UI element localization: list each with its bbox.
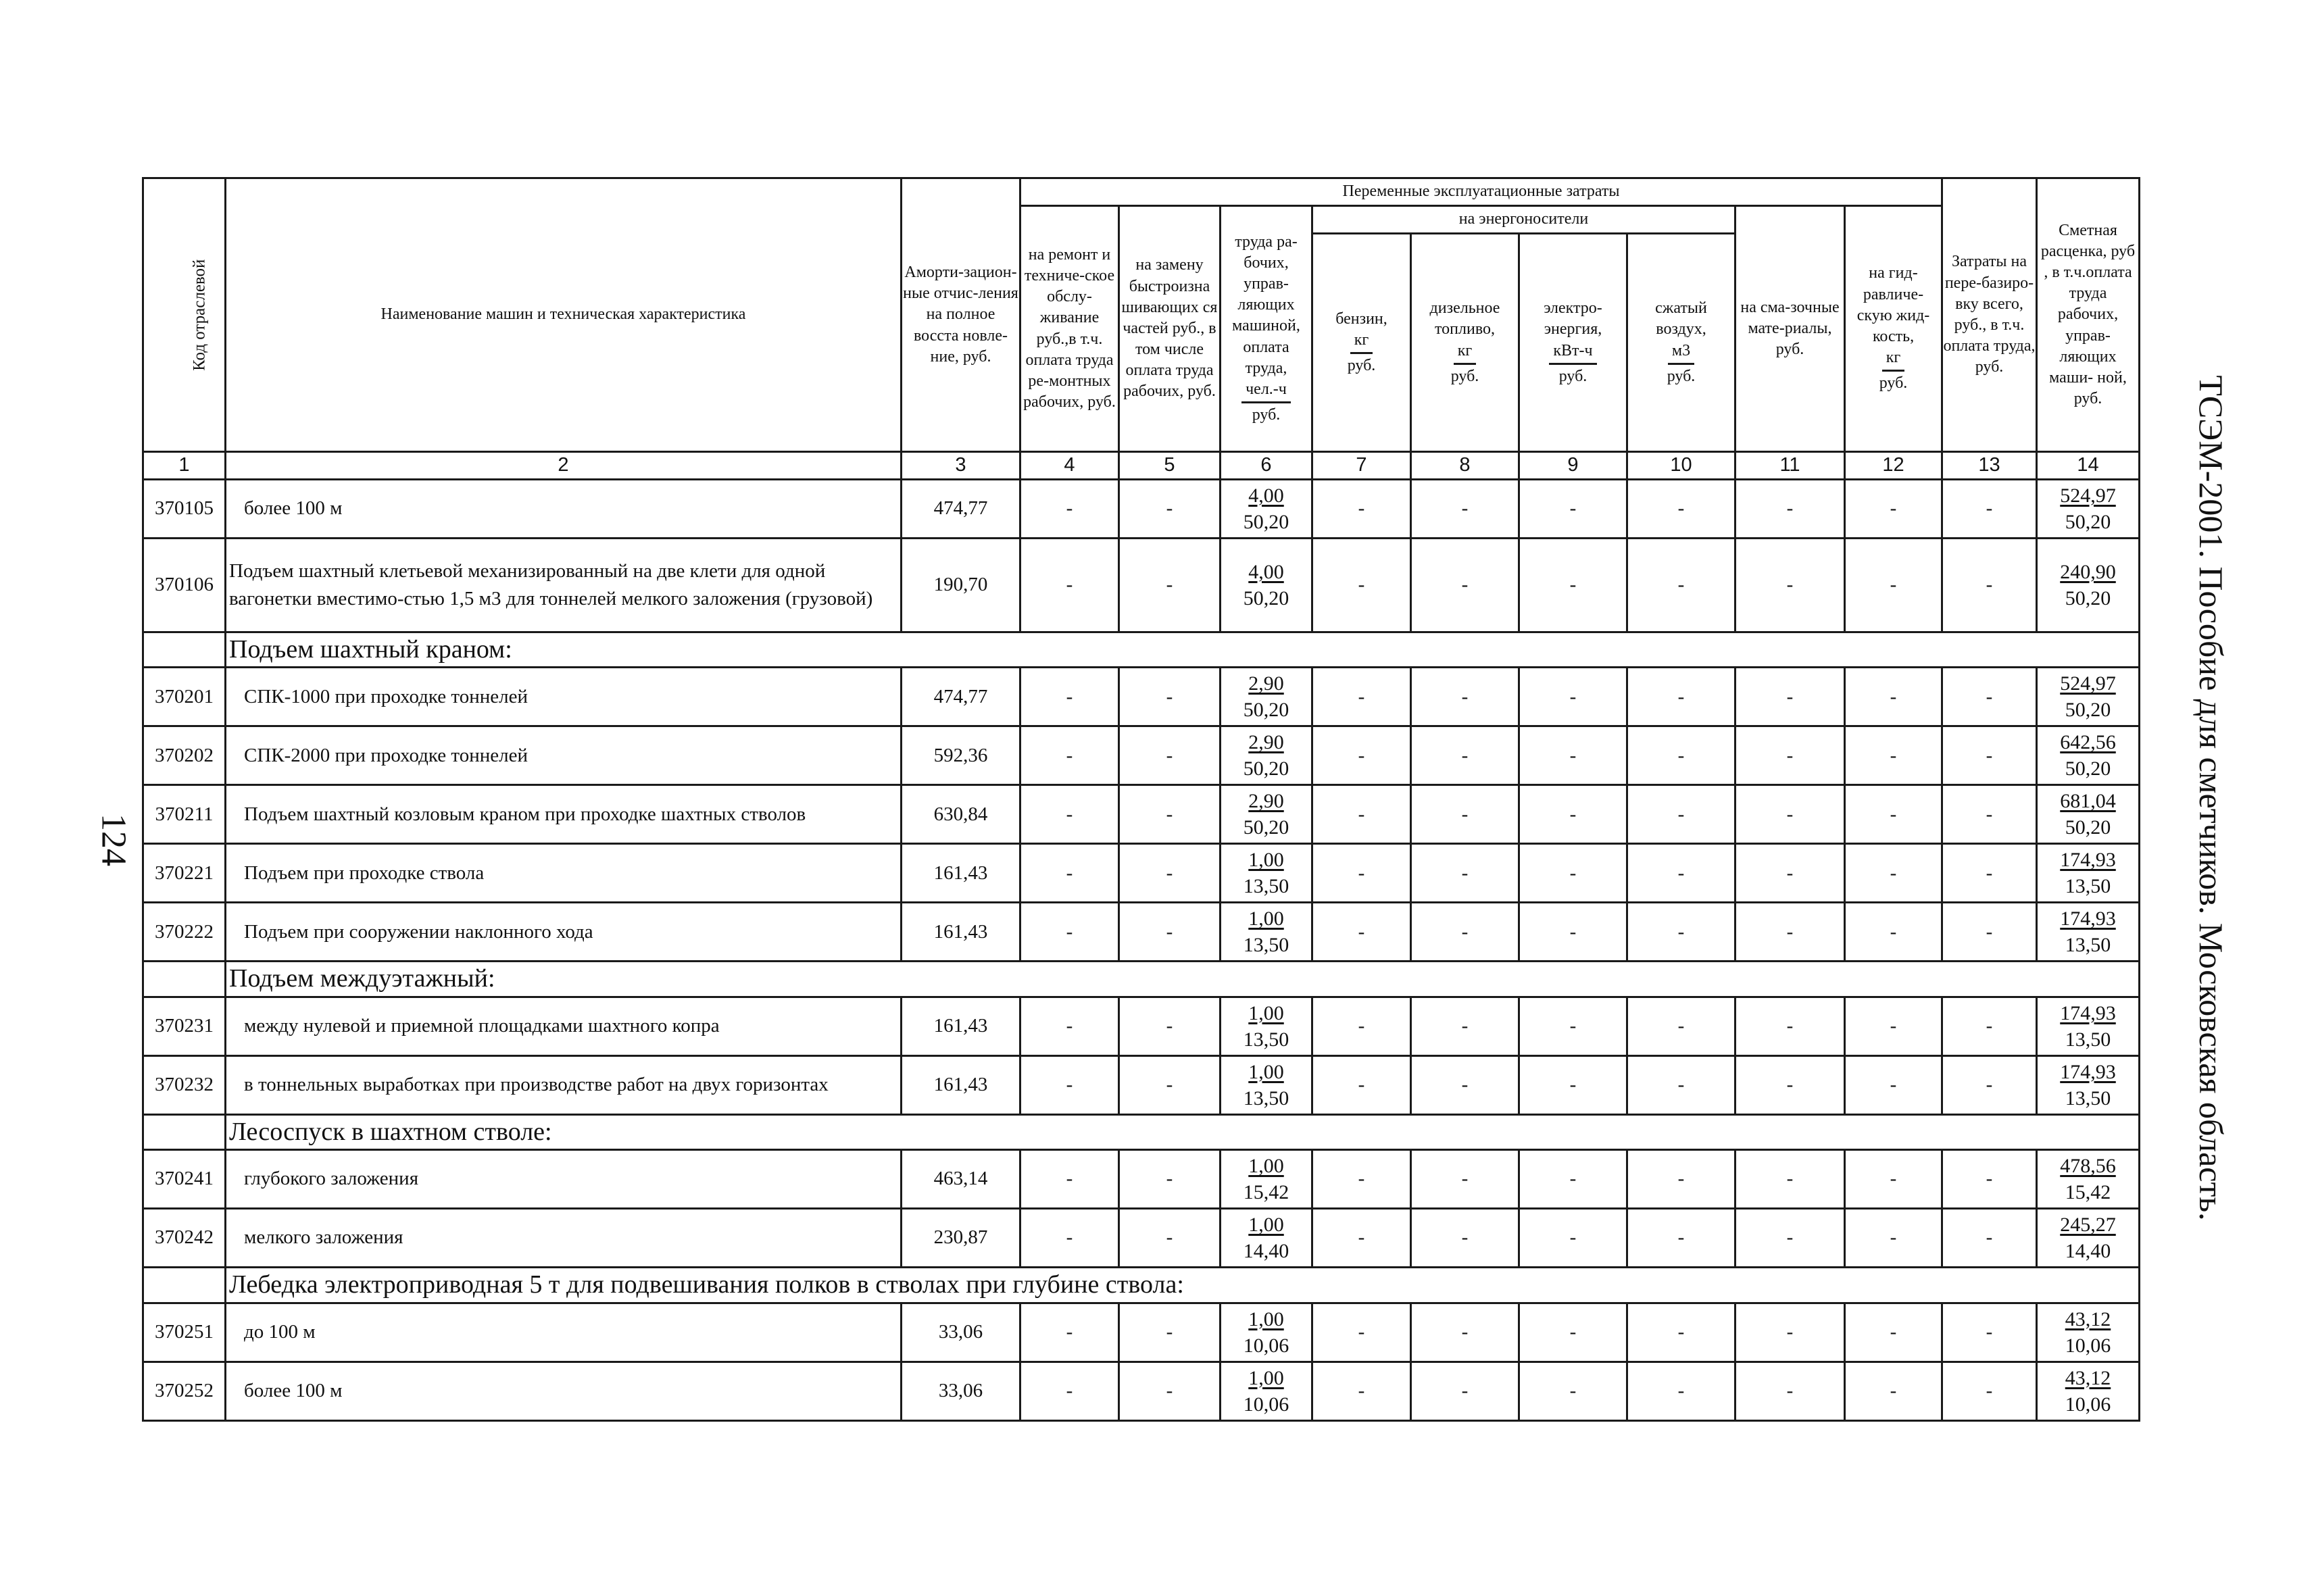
row-hydraulic: -	[1845, 668, 1942, 726]
row-compressed-air: -	[1627, 1055, 1736, 1114]
row-petrol: -	[1312, 1055, 1411, 1114]
section-header-row	[143, 962, 2140, 997]
labor-cost: 50,20	[1243, 587, 1289, 609]
row-lubricants: -	[1736, 1150, 1845, 1209]
rate-total: 43,12	[2065, 1366, 2111, 1389]
column-numbers-row	[143, 452, 2140, 480]
table-row	[143, 1209, 2140, 1268]
table-row	[143, 539, 2140, 632]
row-name: мелкого заложения	[226, 1209, 902, 1268]
row-relocation: -	[1942, 1303, 2037, 1362]
row-lubricants: -	[1736, 480, 1845, 539]
row-amortization: 190,70	[902, 539, 1020, 632]
row-labor	[1221, 844, 1312, 903]
row-replace: -	[1119, 1209, 1221, 1268]
header-rate: Сметная расценка, руб , в т.ч.оплата труда рабочих, управ-ляющих маши- ной, руб.	[2037, 178, 2140, 452]
row-diesel: -	[1411, 903, 1519, 962]
row-petrol: -	[1312, 539, 1411, 632]
row-repair: -	[1020, 903, 1119, 962]
rate-labor: 13,50	[2065, 875, 2111, 898]
row-electricity: -	[1519, 539, 1627, 632]
row-replace: -	[1119, 1150, 1221, 1209]
row-amortization: 230,87	[902, 1209, 1020, 1268]
row-compressed-air: -	[1627, 726, 1736, 785]
row-code: 370242	[143, 1209, 226, 1268]
table-row	[143, 903, 2140, 962]
row-compressed-air: -	[1627, 539, 1736, 632]
labor-hours: 1,00	[1248, 1366, 1284, 1389]
row-amortization: 161,43	[902, 903, 1020, 962]
rate-labor: 14,40	[2065, 1240, 2111, 1263]
row-labor	[1221, 539, 1312, 632]
header-energy: на энергоносители	[1312, 206, 1736, 234]
column-number: 1	[143, 452, 226, 480]
section-code-cell	[143, 1114, 226, 1149]
row-amortization: 33,06	[902, 1362, 1020, 1420]
row-amortization: 161,43	[902, 997, 1020, 1055]
row-repair: -	[1020, 726, 1119, 785]
row-rate	[2037, 1055, 2140, 1114]
row-relocation: -	[1942, 480, 2037, 539]
row-labor	[1221, 1362, 1312, 1420]
row-lubricants: -	[1736, 1209, 1845, 1268]
labor-hours: 1,00	[1248, 1060, 1284, 1083]
labor-hours: 1,00	[1248, 849, 1284, 872]
section-code-cell	[143, 962, 226, 997]
header-repair: на ремонт и техниче-ское обслу-живание руб.,в т.ч. оплата труда ре-монтных рабочих, руб.	[1020, 206, 1119, 452]
header-compressed-air: сжатый воздух, м3 руб.	[1627, 234, 1736, 452]
column-number: 7	[1312, 452, 1411, 480]
table-row	[143, 726, 2140, 785]
row-diesel: -	[1411, 844, 1519, 903]
column-number: 10	[1627, 452, 1736, 480]
row-relocation: -	[1942, 539, 2037, 632]
column-number: 9	[1519, 452, 1627, 480]
column-number: 3	[902, 452, 1020, 480]
rate-total: 478,56	[2060, 1155, 2116, 1178]
row-replace: -	[1119, 480, 1221, 539]
row-amortization: 592,36	[902, 726, 1020, 785]
row-labor	[1221, 1209, 1312, 1268]
row-lubricants: -	[1736, 539, 1845, 632]
row-electricity: -	[1519, 1303, 1627, 1362]
row-hydraulic: -	[1845, 1303, 1942, 1362]
row-code: 370252	[143, 1362, 226, 1420]
row-petrol: -	[1312, 668, 1411, 726]
row-compressed-air: -	[1627, 1150, 1736, 1209]
row-replace: -	[1119, 903, 1221, 962]
row-code: 370106	[143, 539, 226, 632]
section-header-row	[143, 1268, 2140, 1303]
column-number: 8	[1411, 452, 1519, 480]
header-labor: труда ра-бочих, управ-ляющих машиной, оплата труда, чел.-ч руб.	[1221, 206, 1312, 452]
row-petrol: -	[1312, 1150, 1411, 1209]
row-labor	[1221, 997, 1312, 1055]
header-electricity: электро-энергия, кВт-ч руб.	[1519, 234, 1627, 452]
row-replace: -	[1119, 1303, 1221, 1362]
rate-labor: 13,50	[2065, 1087, 2111, 1109]
row-code: 370201	[143, 668, 226, 726]
row-relocation: -	[1942, 785, 2037, 844]
row-code: 370202	[143, 726, 226, 785]
row-compressed-air: -	[1627, 1362, 1736, 1420]
column-number: 4	[1020, 452, 1119, 480]
row-amortization: 463,14	[902, 1150, 1020, 1209]
row-labor	[1221, 903, 1312, 962]
labor-cost: 10,06	[1243, 1393, 1289, 1416]
row-diesel: -	[1411, 1209, 1519, 1268]
row-lubricants: -	[1736, 1362, 1845, 1420]
rate-labor: 50,20	[2065, 816, 2111, 839]
row-diesel: -	[1411, 785, 1519, 844]
header-lubricants: на сма-зочные мате-риалы, руб.	[1736, 206, 1845, 452]
section-title: Подъем шахтный краном:	[226, 632, 2140, 668]
rate-total: 174,93	[2060, 1001, 2116, 1024]
rate-total: 174,93	[2060, 1060, 2116, 1083]
row-labor	[1221, 726, 1312, 785]
row-rate	[2037, 1209, 2140, 1268]
row-name: СПК-2000 при проходке тоннелей	[226, 726, 902, 785]
rate-total: 174,93	[2060, 849, 2116, 872]
row-diesel: -	[1411, 1150, 1519, 1209]
row-diesel: -	[1411, 1303, 1519, 1362]
row-replace: -	[1119, 997, 1221, 1055]
rate-total: 524,97	[2060, 672, 2116, 695]
row-replace: -	[1119, 668, 1221, 726]
labor-hours: 2,90	[1248, 731, 1284, 754]
row-name: более 100 м	[226, 1362, 902, 1420]
row-petrol: -	[1312, 726, 1411, 785]
row-replace: -	[1119, 844, 1221, 903]
row-hydraulic: -	[1845, 1209, 1942, 1268]
row-repair: -	[1020, 1362, 1119, 1420]
row-name: более 100 м	[226, 480, 902, 539]
rate-total: 43,12	[2065, 1307, 2111, 1330]
row-electricity: -	[1519, 480, 1627, 539]
row-code: 370251	[143, 1303, 226, 1362]
row-lubricants: -	[1736, 844, 1845, 903]
section-code-cell	[143, 632, 226, 668]
machine-rates-table	[142, 177, 2140, 1422]
row-electricity: -	[1519, 785, 1627, 844]
row-lubricants: -	[1736, 903, 1845, 962]
row-name: Подъем шахтный козловым краном при проходке шахтных стволов	[226, 785, 902, 844]
row-hydraulic: -	[1845, 480, 1942, 539]
row-hydraulic: -	[1845, 903, 1942, 962]
row-relocation: -	[1942, 726, 2037, 785]
row-replace: -	[1119, 539, 1221, 632]
labor-cost: 50,20	[1243, 511, 1289, 533]
row-electricity: -	[1519, 726, 1627, 785]
row-compressed-air: -	[1627, 903, 1736, 962]
row-rate	[2037, 1362, 2140, 1420]
header-diesel: дизельное топливо, кг руб.	[1411, 234, 1519, 452]
row-code: 370231	[143, 997, 226, 1055]
row-compressed-air: -	[1627, 997, 1736, 1055]
rate-total: 524,97	[2060, 484, 2116, 507]
row-lubricants: -	[1736, 668, 1845, 726]
row-relocation: -	[1942, 903, 2037, 962]
row-repair: -	[1020, 1209, 1119, 1268]
row-relocation: -	[1942, 1362, 2037, 1420]
document-title: ТСЭМ-2001. Пособие для сметчиков. Московская область.	[2192, 375, 2230, 1221]
row-petrol: -	[1312, 480, 1411, 539]
rate-labor: 13,50	[2065, 1028, 2111, 1051]
row-petrol: -	[1312, 903, 1411, 962]
row-lubricants: -	[1736, 1055, 1845, 1114]
row-repair: -	[1020, 997, 1119, 1055]
labor-cost: 10,06	[1243, 1334, 1289, 1357]
row-relocation: -	[1942, 997, 2037, 1055]
table-row	[143, 1150, 2140, 1209]
header-code: Код отраслевой	[143, 178, 226, 452]
row-petrol: -	[1312, 1362, 1411, 1420]
rate-labor: 50,20	[2065, 757, 2111, 780]
row-hydraulic: -	[1845, 1150, 1942, 1209]
row-diesel: -	[1411, 668, 1519, 726]
row-relocation: -	[1942, 844, 2037, 903]
labor-cost: 14,40	[1243, 1240, 1289, 1263]
row-name: в тоннельных выработках при производстве работ на двух горизонтах	[226, 1055, 902, 1114]
row-compressed-air: -	[1627, 1209, 1736, 1268]
rate-labor: 15,42	[2065, 1181, 2111, 1204]
labor-hours: 1,00	[1248, 1214, 1284, 1237]
row-electricity: -	[1519, 1055, 1627, 1114]
section-title: Подъем междуэтажный:	[226, 962, 2140, 997]
row-lubricants: -	[1736, 997, 1845, 1055]
row-name: СПК-1000 при проходке тоннелей	[226, 668, 902, 726]
row-replace: -	[1119, 1055, 1221, 1114]
section-title: Лесоспуск в шахтном стволе:	[226, 1114, 2140, 1149]
rate-labor: 50,20	[2065, 587, 2111, 609]
row-repair: -	[1020, 539, 1119, 632]
row-rate	[2037, 726, 2140, 785]
row-amortization: 474,77	[902, 668, 1020, 726]
row-amortization: 474,77	[902, 480, 1020, 539]
row-rate	[2037, 997, 2140, 1055]
row-electricity: -	[1519, 997, 1627, 1055]
row-replace: -	[1119, 1362, 1221, 1420]
row-compressed-air: -	[1627, 480, 1736, 539]
labor-cost: 13,50	[1243, 934, 1289, 957]
column-number: 2	[226, 452, 902, 480]
row-petrol: -	[1312, 844, 1411, 903]
row-rate	[2037, 1303, 2140, 1362]
row-name: между нулевой и приемной площадками шахтного копра	[226, 997, 902, 1055]
row-amortization: 161,43	[902, 844, 1020, 903]
rate-labor: 50,20	[2065, 699, 2111, 722]
row-repair: -	[1020, 1150, 1119, 1209]
row-replace: -	[1119, 726, 1221, 785]
rate-labor: 10,06	[2065, 1334, 2111, 1357]
row-rate	[2037, 480, 2140, 539]
header-name: Наименование машин и техническая характеристика	[226, 178, 902, 452]
row-petrol: -	[1312, 1303, 1411, 1362]
row-rate	[2037, 539, 2140, 632]
labor-hours: 1,00	[1248, 907, 1284, 930]
page-number: 124	[94, 814, 133, 866]
rate-labor: 50,20	[2065, 511, 2111, 533]
row-amortization: 630,84	[902, 785, 1020, 844]
row-relocation: -	[1942, 1209, 2037, 1268]
labor-hours: 1,00	[1248, 1307, 1284, 1330]
column-number: 14	[2037, 452, 2140, 480]
row-repair: -	[1020, 1055, 1119, 1114]
header-hydraulic: на гид-равличе-скую жид-кость, кг руб.	[1845, 206, 1942, 452]
row-electricity: -	[1519, 903, 1627, 962]
header-replace: на замену быстроизна шивающих ся частей руб., в том числе оплата труда рабочих, руб.	[1119, 206, 1221, 452]
row-name: Подъем шахтный клетьевой механизированный на две клети для одной вагонетки вместимо-стью 1,5 м3 для тоннелей мелкого заложения (грузовой)	[226, 539, 902, 632]
row-hydraulic: -	[1845, 726, 1942, 785]
row-code: 370221	[143, 844, 226, 903]
row-hydraulic: -	[1845, 1362, 1942, 1420]
row-repair: -	[1020, 1303, 1119, 1362]
row-compressed-air: -	[1627, 844, 1736, 903]
row-compressed-air: -	[1627, 785, 1736, 844]
row-labor	[1221, 1303, 1312, 1362]
row-name: Подъем при проходке ствола	[226, 844, 902, 903]
column-number: 11	[1736, 452, 1845, 480]
row-lubricants: -	[1736, 785, 1845, 844]
row-labor	[1221, 1150, 1312, 1209]
row-code: 370241	[143, 1150, 226, 1209]
row-petrol: -	[1312, 997, 1411, 1055]
section-header-row	[143, 632, 2140, 668]
row-hydraulic: -	[1845, 997, 1942, 1055]
rate-total: 681,04	[2060, 790, 2116, 813]
column-number: 5	[1119, 452, 1221, 480]
row-amortization: 161,43	[902, 1055, 1020, 1114]
table-row	[143, 997, 2140, 1055]
row-labor	[1221, 1055, 1312, 1114]
column-number: 12	[1845, 452, 1942, 480]
table-row	[143, 1055, 2140, 1114]
row-name: до 100 м	[226, 1303, 902, 1362]
table-row	[143, 1303, 2140, 1362]
row-code: 370211	[143, 785, 226, 844]
row-hydraulic: -	[1845, 785, 1942, 844]
row-compressed-air: -	[1627, 668, 1736, 726]
row-code: 370105	[143, 480, 226, 539]
table-row	[143, 668, 2140, 726]
row-electricity: -	[1519, 668, 1627, 726]
row-diesel: -	[1411, 726, 1519, 785]
section-code-cell	[143, 1268, 226, 1303]
column-number: 6	[1221, 452, 1312, 480]
row-compressed-air: -	[1627, 1303, 1736, 1362]
header-amortization: Аморти-зацион-ные отчис-ления на полное восста новле-ние, руб.	[902, 178, 1020, 452]
labor-cost: 13,50	[1243, 1028, 1289, 1051]
row-labor	[1221, 668, 1312, 726]
labor-cost: 13,50	[1243, 875, 1289, 898]
rate-total: 174,93	[2060, 907, 2116, 930]
labor-hours: 1,00	[1248, 1155, 1284, 1178]
row-electricity: -	[1519, 1150, 1627, 1209]
row-labor	[1221, 785, 1312, 844]
labor-cost: 15,42	[1243, 1181, 1289, 1204]
row-diesel: -	[1411, 1055, 1519, 1114]
row-petrol: -	[1312, 1209, 1411, 1268]
row-rate	[2037, 903, 2140, 962]
rate-total: 642,56	[2060, 731, 2116, 754]
row-name: глубокого заложения	[226, 1150, 902, 1209]
row-rate	[2037, 668, 2140, 726]
labor-hours: 1,00	[1248, 1001, 1284, 1024]
row-hydraulic: -	[1845, 1055, 1942, 1114]
row-rate	[2037, 785, 2140, 844]
row-replace: -	[1119, 785, 1221, 844]
labor-hours: 2,90	[1248, 790, 1284, 813]
row-relocation: -	[1942, 668, 2037, 726]
row-relocation: -	[1942, 1150, 2037, 1209]
rate-total: 240,90	[2060, 561, 2116, 583]
row-rate	[2037, 844, 2140, 903]
row-electricity: -	[1519, 1209, 1627, 1268]
table-body	[143, 480, 2140, 1421]
row-hydraulic: -	[1845, 539, 1942, 632]
labor-cost: 50,20	[1243, 816, 1289, 839]
row-electricity: -	[1519, 844, 1627, 903]
row-labor	[1221, 480, 1312, 539]
section-header-row	[143, 1114, 2140, 1149]
row-repair: -	[1020, 668, 1119, 726]
row-lubricants: -	[1736, 1303, 1845, 1362]
row-relocation: -	[1942, 1055, 2037, 1114]
row-repair: -	[1020, 480, 1119, 539]
row-diesel: -	[1411, 997, 1519, 1055]
row-code: 370222	[143, 903, 226, 962]
row-name: Подъем при сооружении наклонного хода	[226, 903, 902, 962]
table-row	[143, 785, 2140, 844]
row-diesel: -	[1411, 480, 1519, 539]
row-hydraulic: -	[1845, 844, 1942, 903]
row-petrol: -	[1312, 785, 1411, 844]
labor-hours: 2,90	[1248, 672, 1284, 695]
row-amortization: 33,06	[902, 1303, 1020, 1362]
row-diesel: -	[1411, 1362, 1519, 1420]
rate-total: 245,27	[2060, 1214, 2116, 1237]
header-petrol: бензин, кг руб.	[1312, 234, 1411, 452]
table-row	[143, 1362, 2140, 1420]
labor-hours: 4,00	[1248, 561, 1284, 583]
labor-cost: 13,50	[1243, 1087, 1289, 1109]
row-diesel: -	[1411, 539, 1519, 632]
column-number: 13	[1942, 452, 2037, 480]
row-lubricants: -	[1736, 726, 1845, 785]
row-repair: -	[1020, 785, 1119, 844]
header-relocation: Затраты на пере-базиро-вку всего, руб., в т.ч. оплата труда, руб.	[1942, 178, 2037, 452]
table-row	[143, 480, 2140, 539]
header-variable-costs: Переменные эксплуатационные затраты	[1020, 178, 1942, 206]
row-code: 370232	[143, 1055, 226, 1114]
section-title: Лебедка электроприводная 5 т для подвешивания полков в стволах при глубине ствола:	[226, 1268, 2140, 1303]
table-row	[143, 844, 2140, 903]
rate-labor: 10,06	[2065, 1393, 2111, 1416]
labor-hours: 4,00	[1248, 484, 1284, 507]
rate-labor: 13,50	[2065, 934, 2111, 957]
row-rate	[2037, 1150, 2140, 1209]
row-repair: -	[1020, 844, 1119, 903]
row-electricity: -	[1519, 1362, 1627, 1420]
labor-cost: 50,20	[1243, 757, 1289, 780]
labor-cost: 50,20	[1243, 699, 1289, 722]
